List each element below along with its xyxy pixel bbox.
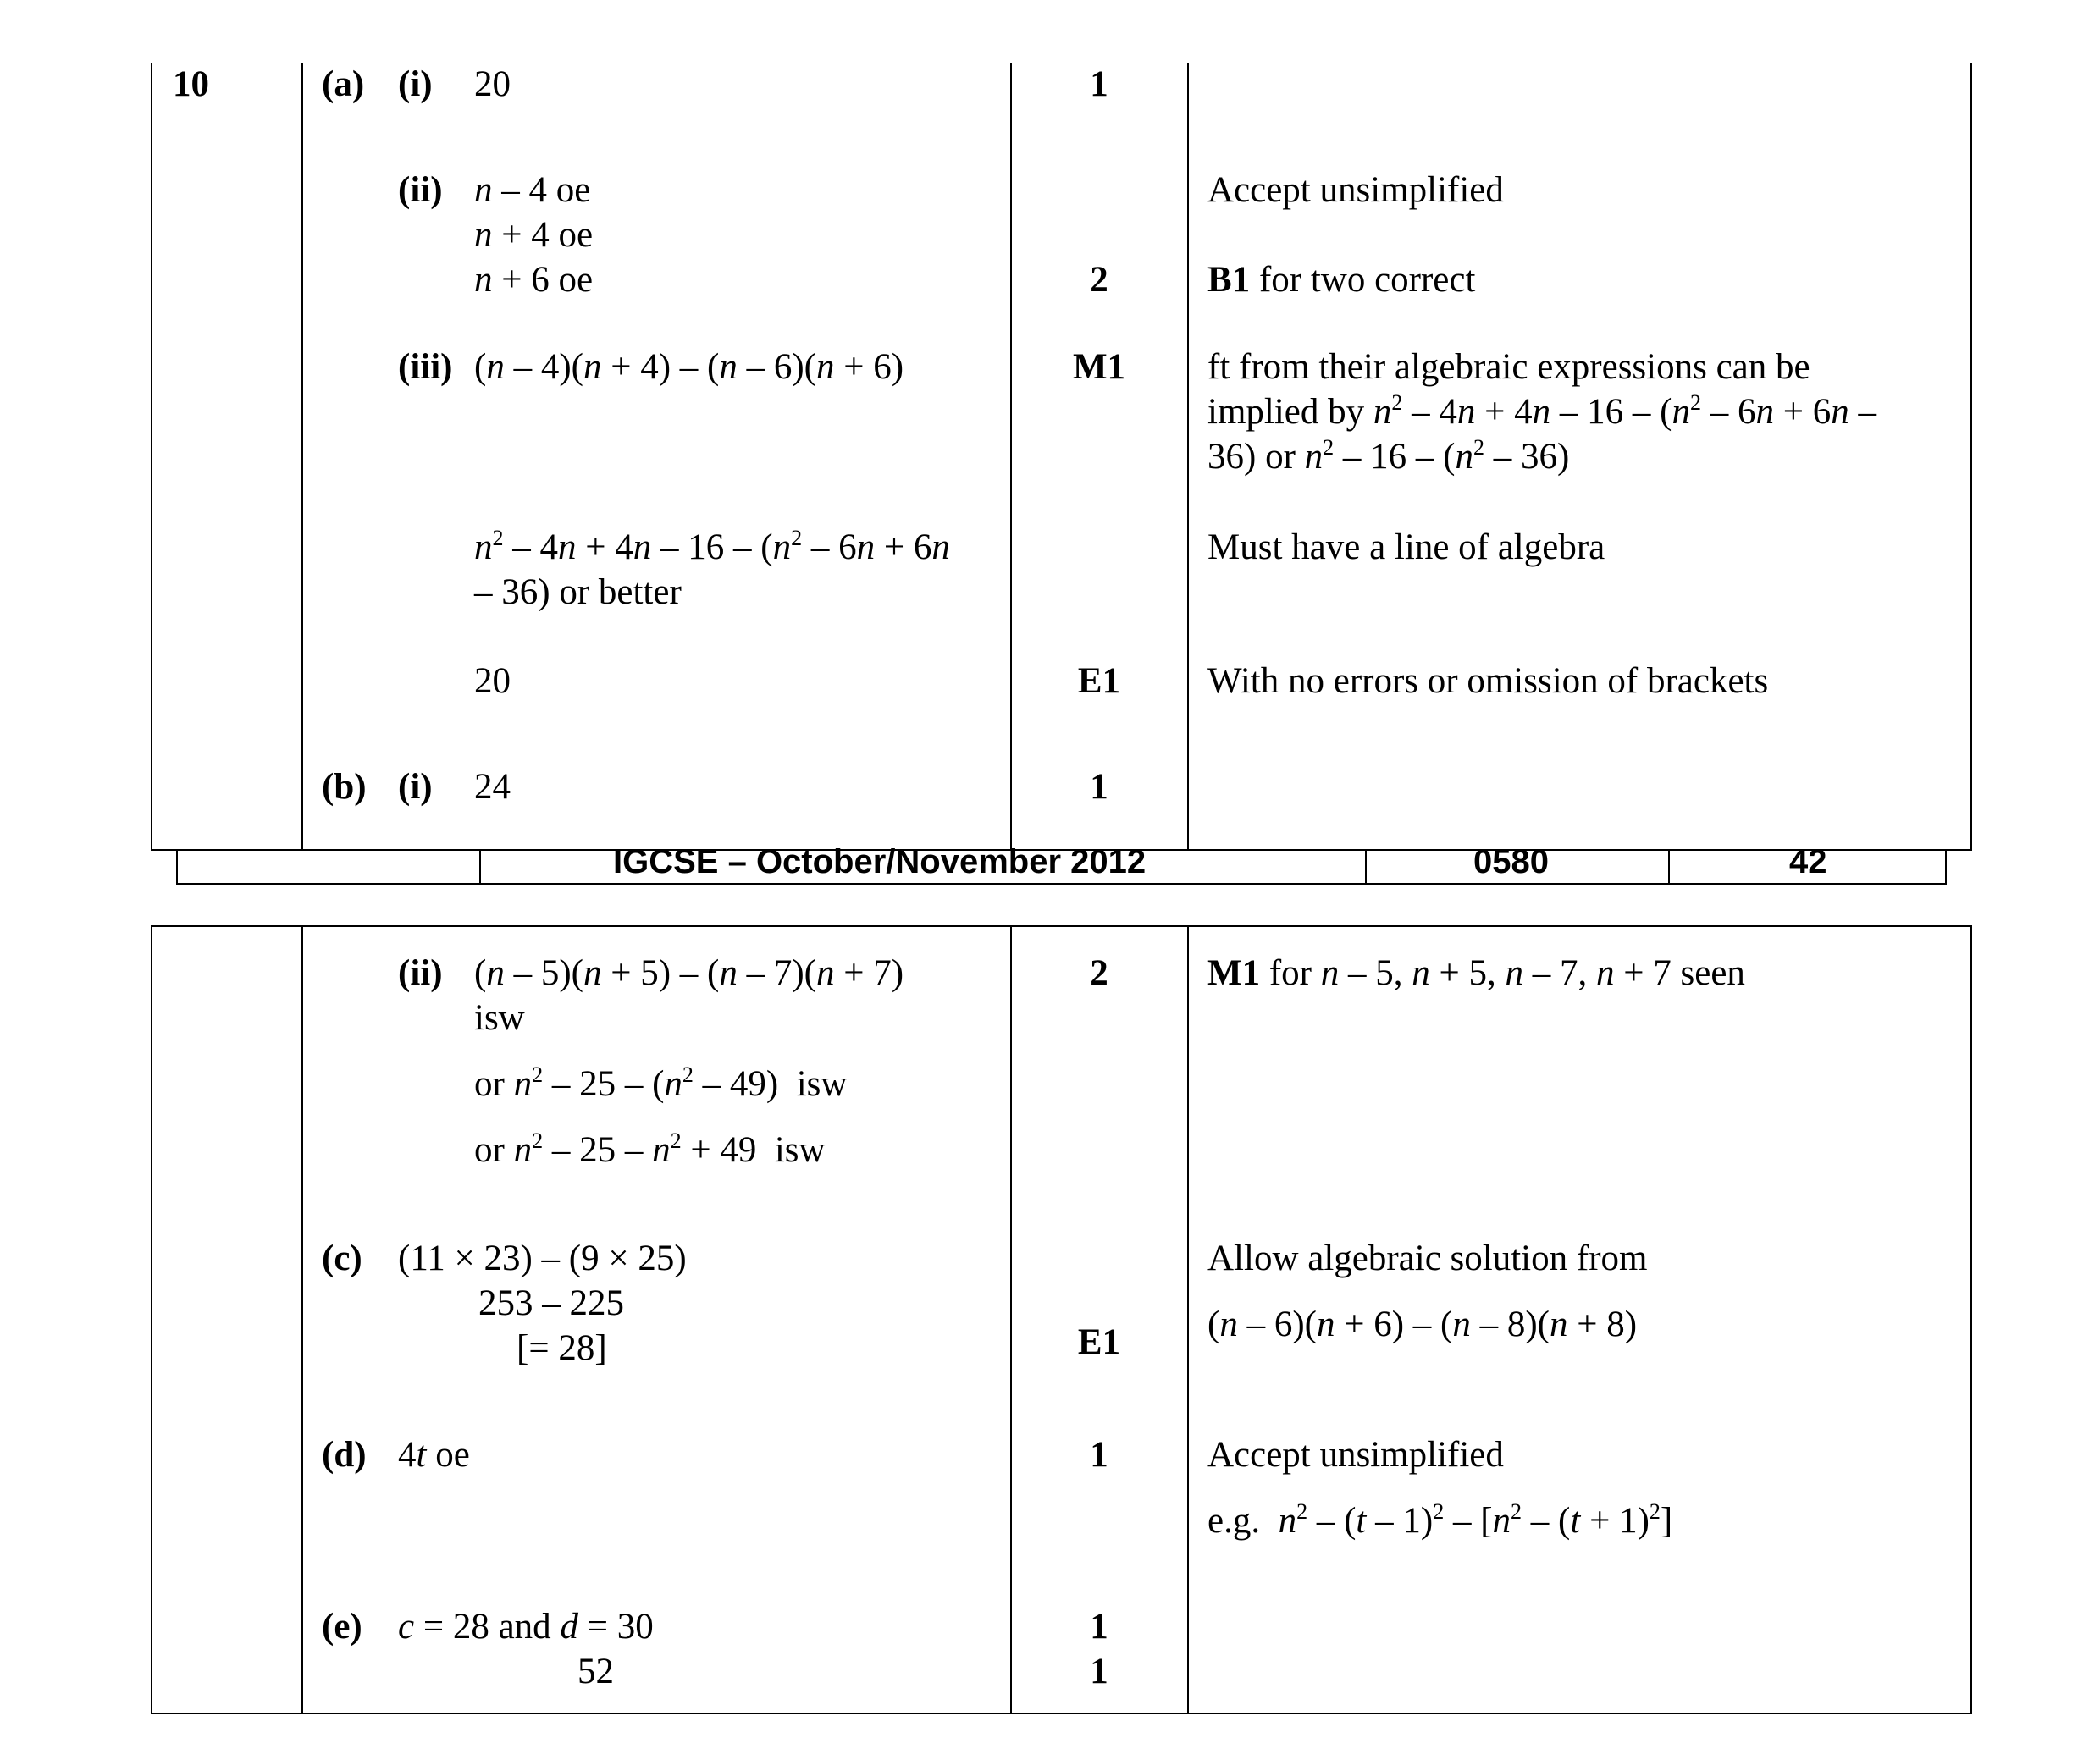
part-b-ii-expression: (n – 5)(n + 5) – (n – 7)(n + 7) bbox=[474, 953, 904, 993]
part-b-i-answer: 24 bbox=[474, 767, 511, 807]
part-c-note-2: (n – 6)(n + 6) – (n – 8)(n + 8) bbox=[1208, 1305, 1638, 1344]
part-a-ii-note-2-mark: B1 bbox=[1208, 260, 1251, 300]
part-e-mark-1: 1 bbox=[1090, 1607, 1108, 1647]
part-e-line-1: c = 28 and d = 30 bbox=[398, 1607, 654, 1647]
table2-col-divider-1 bbox=[301, 925, 303, 1714]
table2-left-border bbox=[151, 925, 152, 1714]
part-a-iii-note-3: With no errors or omission of brackets bbox=[1208, 661, 1769, 701]
part-a-ii-answer-3-tail: + 6 oe bbox=[501, 260, 594, 300]
part-a-iii-expression: (n – 4)(n + 4) – (n – 6)(n + 6) bbox=[474, 347, 904, 387]
part-a-ii-note-1: Accept unsimplified bbox=[1208, 170, 1504, 210]
header-syllabus: 0580 bbox=[1473, 843, 1549, 880]
header-divider-2 bbox=[1365, 851, 1367, 885]
part-b-ii-alt-2: or $n^2 - 25 - n^2 + 49$ isw bbox=[474, 1128, 826, 1170]
part-b-ii-label: (ii) bbox=[398, 953, 443, 993]
part-a-iii-label: (iii) bbox=[398, 347, 453, 387]
table1-col-divider-1 bbox=[301, 63, 303, 851]
part-d-note-2: e.g. $n^2 - (t - 1)^2 - [n^2 - (t + 1)^2]$ bbox=[1208, 1499, 1673, 1541]
part-a-iii-algebra-line-1: $n^2 - 4n + 4n - 16 - (n^2 - 6n + 6n$ bbox=[474, 526, 950, 567]
part-a-iii-mark-m1: M1 bbox=[1072, 347, 1126, 387]
part-a-ii-answer-2: n + 4 oe bbox=[474, 215, 594, 255]
table1-col-divider-3 bbox=[1187, 63, 1189, 851]
part-c-line-1: (11 × 23) – (9 × 25) bbox=[398, 1239, 687, 1278]
part-a-ii-mark: 2 bbox=[1090, 260, 1108, 300]
part-e-label: (e) bbox=[322, 1607, 362, 1647]
part-d-note-1: Accept unsimplified bbox=[1208, 1435, 1504, 1475]
part-c-line-3: [= 28] bbox=[517, 1328, 607, 1368]
question-number: 10 bbox=[173, 64, 209, 104]
part-a-iii-note-2: Must have a line of algebra bbox=[1208, 527, 1605, 567]
part-b-ii-alt-1: or $n^2 - 25 - (n^2 - 49)$ isw bbox=[474, 1062, 848, 1104]
part-a-ii-answer-1-tail: – 4 oe bbox=[501, 170, 591, 210]
part-a-ii-note-2 bbox=[1208, 262, 1475, 298]
part-d-mark: 1 bbox=[1090, 1435, 1108, 1475]
header-right-border bbox=[1945, 851, 1947, 885]
header-paper: 42 bbox=[1789, 843, 1827, 880]
table2-col-divider-2 bbox=[1010, 925, 1012, 1714]
part-d-answer-tail: oe bbox=[426, 1435, 470, 1475]
part-a-iii-note-1-line-1: ft from their algebraic expressions can be bbox=[1208, 347, 1810, 387]
table1-right-border bbox=[1970, 63, 1972, 851]
part-a-ii-answer-2-tail: + 4 oe bbox=[501, 215, 594, 255]
part-d-answer: 4t oe bbox=[398, 1435, 470, 1475]
part-a-ii-answer-1: n – 4 oe bbox=[474, 170, 591, 210]
table2-right-border bbox=[1970, 925, 1972, 1714]
part-a-i-label: (i) bbox=[398, 64, 433, 104]
part-c-mark: E1 bbox=[1077, 1322, 1121, 1362]
header-exam: IGCSE – October/November 2012 bbox=[613, 843, 1147, 880]
part-a-label: (a) bbox=[322, 64, 365, 104]
part-a-iii-mark-e1: E1 bbox=[1077, 661, 1121, 701]
table1-col-divider-2 bbox=[1010, 63, 1012, 851]
part-a-iii-note-1-line-2: implied by $n^2 - 4n + 4n - 16 - (n^2 - 6n + 6n$ – bbox=[1208, 390, 1876, 432]
part-c-label: (c) bbox=[322, 1239, 362, 1278]
header-divider-3 bbox=[1668, 851, 1670, 885]
part-b-i-mark: 1 bbox=[1090, 767, 1108, 807]
part-a-i-answer: 20 bbox=[474, 64, 511, 104]
table2-col-divider-3 bbox=[1187, 925, 1189, 1714]
part-a-ii-answer-3: n + 6 oe bbox=[474, 260, 594, 300]
part-b-label: (b) bbox=[322, 767, 367, 807]
part-c-line-2: 253 – 225 bbox=[478, 1283, 624, 1323]
table2-bottom-border bbox=[151, 1713, 1972, 1714]
part-a-iii-answer: 20 bbox=[474, 661, 511, 701]
part-b-ii-note: M1 for n – 5, n + 5, n – 7, n + 7 seen bbox=[1208, 953, 1745, 993]
table1-left-border bbox=[151, 63, 152, 851]
part-a-iii-algebra-line-2: – 36) or better bbox=[474, 572, 682, 612]
part-b-ii-mark: 2 bbox=[1090, 953, 1108, 993]
part-b-ii-isw: isw bbox=[474, 998, 525, 1038]
part-e-mark-2: 1 bbox=[1090, 1652, 1108, 1691]
table2-top-border bbox=[151, 925, 1972, 927]
part-a-ii-label: (ii) bbox=[398, 170, 443, 210]
header-divider-1 bbox=[479, 851, 481, 885]
part-b-i-label: (i) bbox=[398, 767, 433, 807]
part-a-iii-note-1-line-3: 36) or $n^2 - 16 - (n^2 - 36)$ bbox=[1208, 435, 1570, 477]
header-bottom-border bbox=[176, 883, 1947, 885]
part-e-line-2: 52 bbox=[578, 1652, 614, 1691]
part-a-ii-note-2-text: for two correct bbox=[1250, 260, 1476, 300]
part-c-note-1: Allow algebraic solution from bbox=[1208, 1239, 1648, 1278]
part-d-label: (d) bbox=[322, 1435, 367, 1475]
part-a-i-mark: 1 bbox=[1090, 64, 1108, 104]
header-left-border bbox=[176, 851, 178, 885]
part-b-ii-note-mark: M1 bbox=[1208, 953, 1261, 993]
